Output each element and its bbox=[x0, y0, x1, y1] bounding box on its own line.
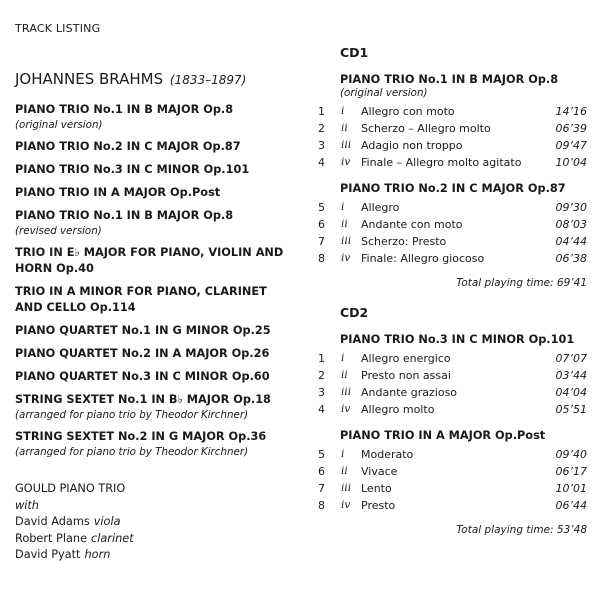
track-list bbox=[317, 103, 587, 171]
movement-name: Finale: Allegro giocoso bbox=[361, 252, 485, 265]
track-number: 7 bbox=[318, 235, 325, 248]
track-row bbox=[317, 154, 587, 171]
works-column bbox=[15, 70, 285, 564]
movement-name: Presto non assai bbox=[361, 369, 451, 382]
track-duration: 05’51 bbox=[555, 403, 587, 416]
track-row bbox=[317, 350, 587, 367]
work-title: PIANO TRIO IN A MAJOR Op.Post bbox=[15, 186, 221, 199]
guest-list bbox=[15, 514, 285, 564]
movement-numeral: ii bbox=[341, 369, 348, 381]
work-title: PIANO TRIO No.3 IN C MINOR Op.101 bbox=[15, 163, 250, 176]
movement-numeral: ii bbox=[341, 218, 348, 230]
work-title: TRIO IN E♭ MAJOR FOR PIANO, VIOLIN AND HORN Op.40 bbox=[15, 246, 284, 275]
composer-years: (1833–1897) bbox=[169, 73, 247, 87]
cd-block bbox=[317, 45, 587, 289]
track-duration: 10’01 bbox=[555, 482, 587, 495]
composer-heading bbox=[15, 70, 285, 88]
track-number: 3 bbox=[318, 386, 325, 399]
track-duration: 09’40 bbox=[555, 448, 587, 461]
cd-block bbox=[317, 305, 587, 536]
movement-numeral: iv bbox=[341, 156, 351, 168]
movement-name: Allegro molto bbox=[361, 403, 435, 416]
movement-name: Allegro bbox=[361, 201, 400, 214]
work-title: PIANO TRIO No.2 IN C MAJOR Op.87 bbox=[15, 140, 241, 153]
work-title: STRING SEXTET No.1 IN B♭ MAJOR Op.18 bbox=[15, 393, 271, 406]
page-title: TRACK LISTING bbox=[15, 22, 101, 35]
track-duration: 14’16 bbox=[555, 105, 587, 118]
movement-name: Vivace bbox=[361, 465, 398, 478]
movement-name: Scherzo – Allegro molto bbox=[361, 122, 491, 135]
track-number: 4 bbox=[318, 403, 325, 416]
work-note: (original version) bbox=[15, 119, 103, 131]
movement-name: Scherzo: Presto bbox=[361, 235, 447, 248]
movement-numeral: i bbox=[341, 352, 345, 364]
section-note: (original version) bbox=[340, 87, 428, 99]
work-title: PIANO TRIO No.1 IN B MAJOR Op.8 bbox=[15, 209, 234, 222]
track-row bbox=[317, 384, 587, 401]
movement-numeral: iii bbox=[341, 235, 352, 247]
track-number: 6 bbox=[318, 218, 325, 231]
movement-name: Lento bbox=[361, 482, 392, 495]
movement-numeral: iii bbox=[341, 482, 352, 494]
cd-section bbox=[317, 428, 587, 514]
guest-name: Robert Plane bbox=[15, 531, 88, 545]
performers bbox=[15, 481, 285, 564]
track-number: 7 bbox=[318, 482, 325, 495]
track-duration: 10’04 bbox=[555, 156, 587, 169]
with-label: with bbox=[15, 498, 39, 512]
cd-section bbox=[317, 332, 587, 418]
track-number: 1 bbox=[318, 105, 325, 118]
track-duration: 09’30 bbox=[555, 201, 587, 214]
work-item bbox=[15, 429, 285, 459]
work-item bbox=[15, 346, 285, 362]
guest-name: David Adams bbox=[15, 515, 90, 528]
ensemble-name: GOULD PIANO TRIO bbox=[15, 482, 126, 495]
work-item bbox=[15, 162, 285, 178]
cd-section bbox=[317, 72, 587, 171]
track-row bbox=[317, 480, 587, 497]
movement-numeral: i bbox=[341, 201, 345, 213]
track-row bbox=[317, 401, 587, 418]
guest-instrument: clarinet bbox=[91, 531, 134, 545]
track-duration: 06’38 bbox=[555, 252, 587, 265]
track-duration: 03’44 bbox=[555, 369, 587, 382]
track-row bbox=[317, 497, 587, 514]
section-title: PIANO TRIO No.3 IN C MINOR Op.101 bbox=[340, 333, 575, 346]
work-title: PIANO TRIO No.1 IN B MAJOR Op.8 bbox=[15, 103, 234, 116]
track-row bbox=[317, 463, 587, 480]
track-number: 8 bbox=[318, 499, 325, 512]
track-row bbox=[317, 233, 587, 250]
work-item bbox=[15, 102, 285, 132]
total-playing-time: Total playing time: 53’48 bbox=[456, 524, 587, 536]
work-note: (revised version) bbox=[15, 225, 102, 237]
guest-performer bbox=[15, 531, 285, 548]
cd-label: CD2 bbox=[340, 305, 369, 320]
total-playing-time: Total playing time: 69’41 bbox=[456, 277, 587, 289]
track-number: 8 bbox=[318, 252, 325, 265]
cd-track-column bbox=[317, 45, 587, 552]
movement-name: Allegro con moto bbox=[361, 105, 455, 118]
section-title: PIANO TRIO No.1 IN B MAJOR Op.8 bbox=[340, 73, 559, 86]
movement-numeral: iv bbox=[341, 499, 351, 511]
work-title: PIANO QUARTET No.3 IN C MINOR Op.60 bbox=[15, 370, 270, 383]
guest-performer bbox=[15, 547, 285, 564]
movement-numeral: iii bbox=[341, 386, 352, 398]
track-row bbox=[317, 120, 587, 137]
track-number: 3 bbox=[318, 139, 325, 152]
work-title: PIANO QUARTET No.1 IN G MINOR Op.25 bbox=[15, 324, 271, 337]
work-title: TRIO IN A MINOR FOR PIANO, CLARINET AND CELLO Op.114 bbox=[15, 285, 267, 314]
movement-name: Moderato bbox=[361, 448, 414, 461]
track-list bbox=[317, 199, 587, 267]
work-note: (arranged for piano trio by Theodor Kirchner) bbox=[15, 446, 249, 458]
movement-numeral: i bbox=[341, 105, 345, 117]
section-title: PIANO TRIO No.2 IN C MAJOR Op.87 bbox=[340, 182, 566, 195]
track-duration: 09’47 bbox=[555, 139, 587, 152]
work-item bbox=[15, 392, 285, 422]
movement-name: Allegro energico bbox=[361, 352, 451, 365]
track-number: 6 bbox=[318, 465, 325, 478]
track-row bbox=[317, 367, 587, 384]
movement-numeral: ii bbox=[341, 465, 348, 477]
track-row bbox=[317, 250, 587, 267]
track-row bbox=[317, 199, 587, 216]
track-list bbox=[317, 350, 587, 418]
movement-numeral: iii bbox=[341, 139, 352, 151]
track-list bbox=[317, 446, 587, 514]
track-row bbox=[317, 103, 587, 120]
guest-instrument: horn bbox=[84, 548, 111, 561]
track-row bbox=[317, 216, 587, 233]
works-list bbox=[15, 102, 285, 459]
work-item bbox=[15, 369, 285, 385]
work-item bbox=[15, 323, 285, 339]
track-row bbox=[317, 446, 587, 463]
movement-numeral: iv bbox=[341, 252, 351, 264]
movement-numeral: i bbox=[341, 448, 345, 460]
guest-name: David Pyatt bbox=[15, 548, 81, 561]
track-number: 2 bbox=[318, 369, 325, 382]
track-number: 4 bbox=[318, 156, 325, 169]
guest-instrument: viola bbox=[93, 515, 121, 528]
track-duration: 06’39 bbox=[555, 122, 587, 135]
cd-label: CD1 bbox=[340, 45, 369, 60]
movement-name: Finale – Allegro molto agitato bbox=[361, 156, 522, 169]
track-number: 5 bbox=[318, 201, 325, 214]
work-title: STRING SEXTET No.2 IN G MAJOR Op.36 bbox=[15, 430, 267, 443]
movement-name: Andante grazioso bbox=[361, 386, 458, 399]
track-duration: 06’17 bbox=[555, 465, 587, 478]
track-number: 2 bbox=[318, 122, 325, 135]
track-number: 5 bbox=[318, 448, 325, 461]
movement-name: Adagio non troppo bbox=[361, 139, 463, 152]
work-title: PIANO QUARTET No.2 IN A MAJOR Op.26 bbox=[15, 347, 270, 360]
track-duration: 06’44 bbox=[555, 499, 587, 512]
movement-name: Andante con moto bbox=[361, 218, 463, 231]
work-item bbox=[15, 208, 285, 238]
track-number: 1 bbox=[318, 352, 325, 365]
work-item bbox=[15, 284, 285, 316]
movement-numeral: ii bbox=[341, 122, 348, 134]
work-item bbox=[15, 139, 285, 155]
work-item bbox=[15, 245, 285, 277]
section-title: PIANO TRIO IN A MAJOR Op.Post bbox=[340, 429, 546, 442]
work-item bbox=[15, 185, 285, 201]
track-duration: 04’44 bbox=[555, 235, 587, 248]
cd-section bbox=[317, 181, 587, 267]
track-duration: 08’03 bbox=[555, 218, 587, 231]
guest-performer bbox=[15, 514, 285, 531]
work-note: (arranged for piano trio by Theodor Kirchner) bbox=[15, 409, 249, 421]
track-row bbox=[317, 137, 587, 154]
track-duration: 04’04 bbox=[555, 386, 587, 399]
movement-name: Presto bbox=[361, 499, 396, 512]
movement-numeral: iv bbox=[341, 403, 351, 415]
track-duration: 07’07 bbox=[555, 352, 587, 365]
composer-name: JOHANNES BRAHMS bbox=[15, 70, 164, 88]
